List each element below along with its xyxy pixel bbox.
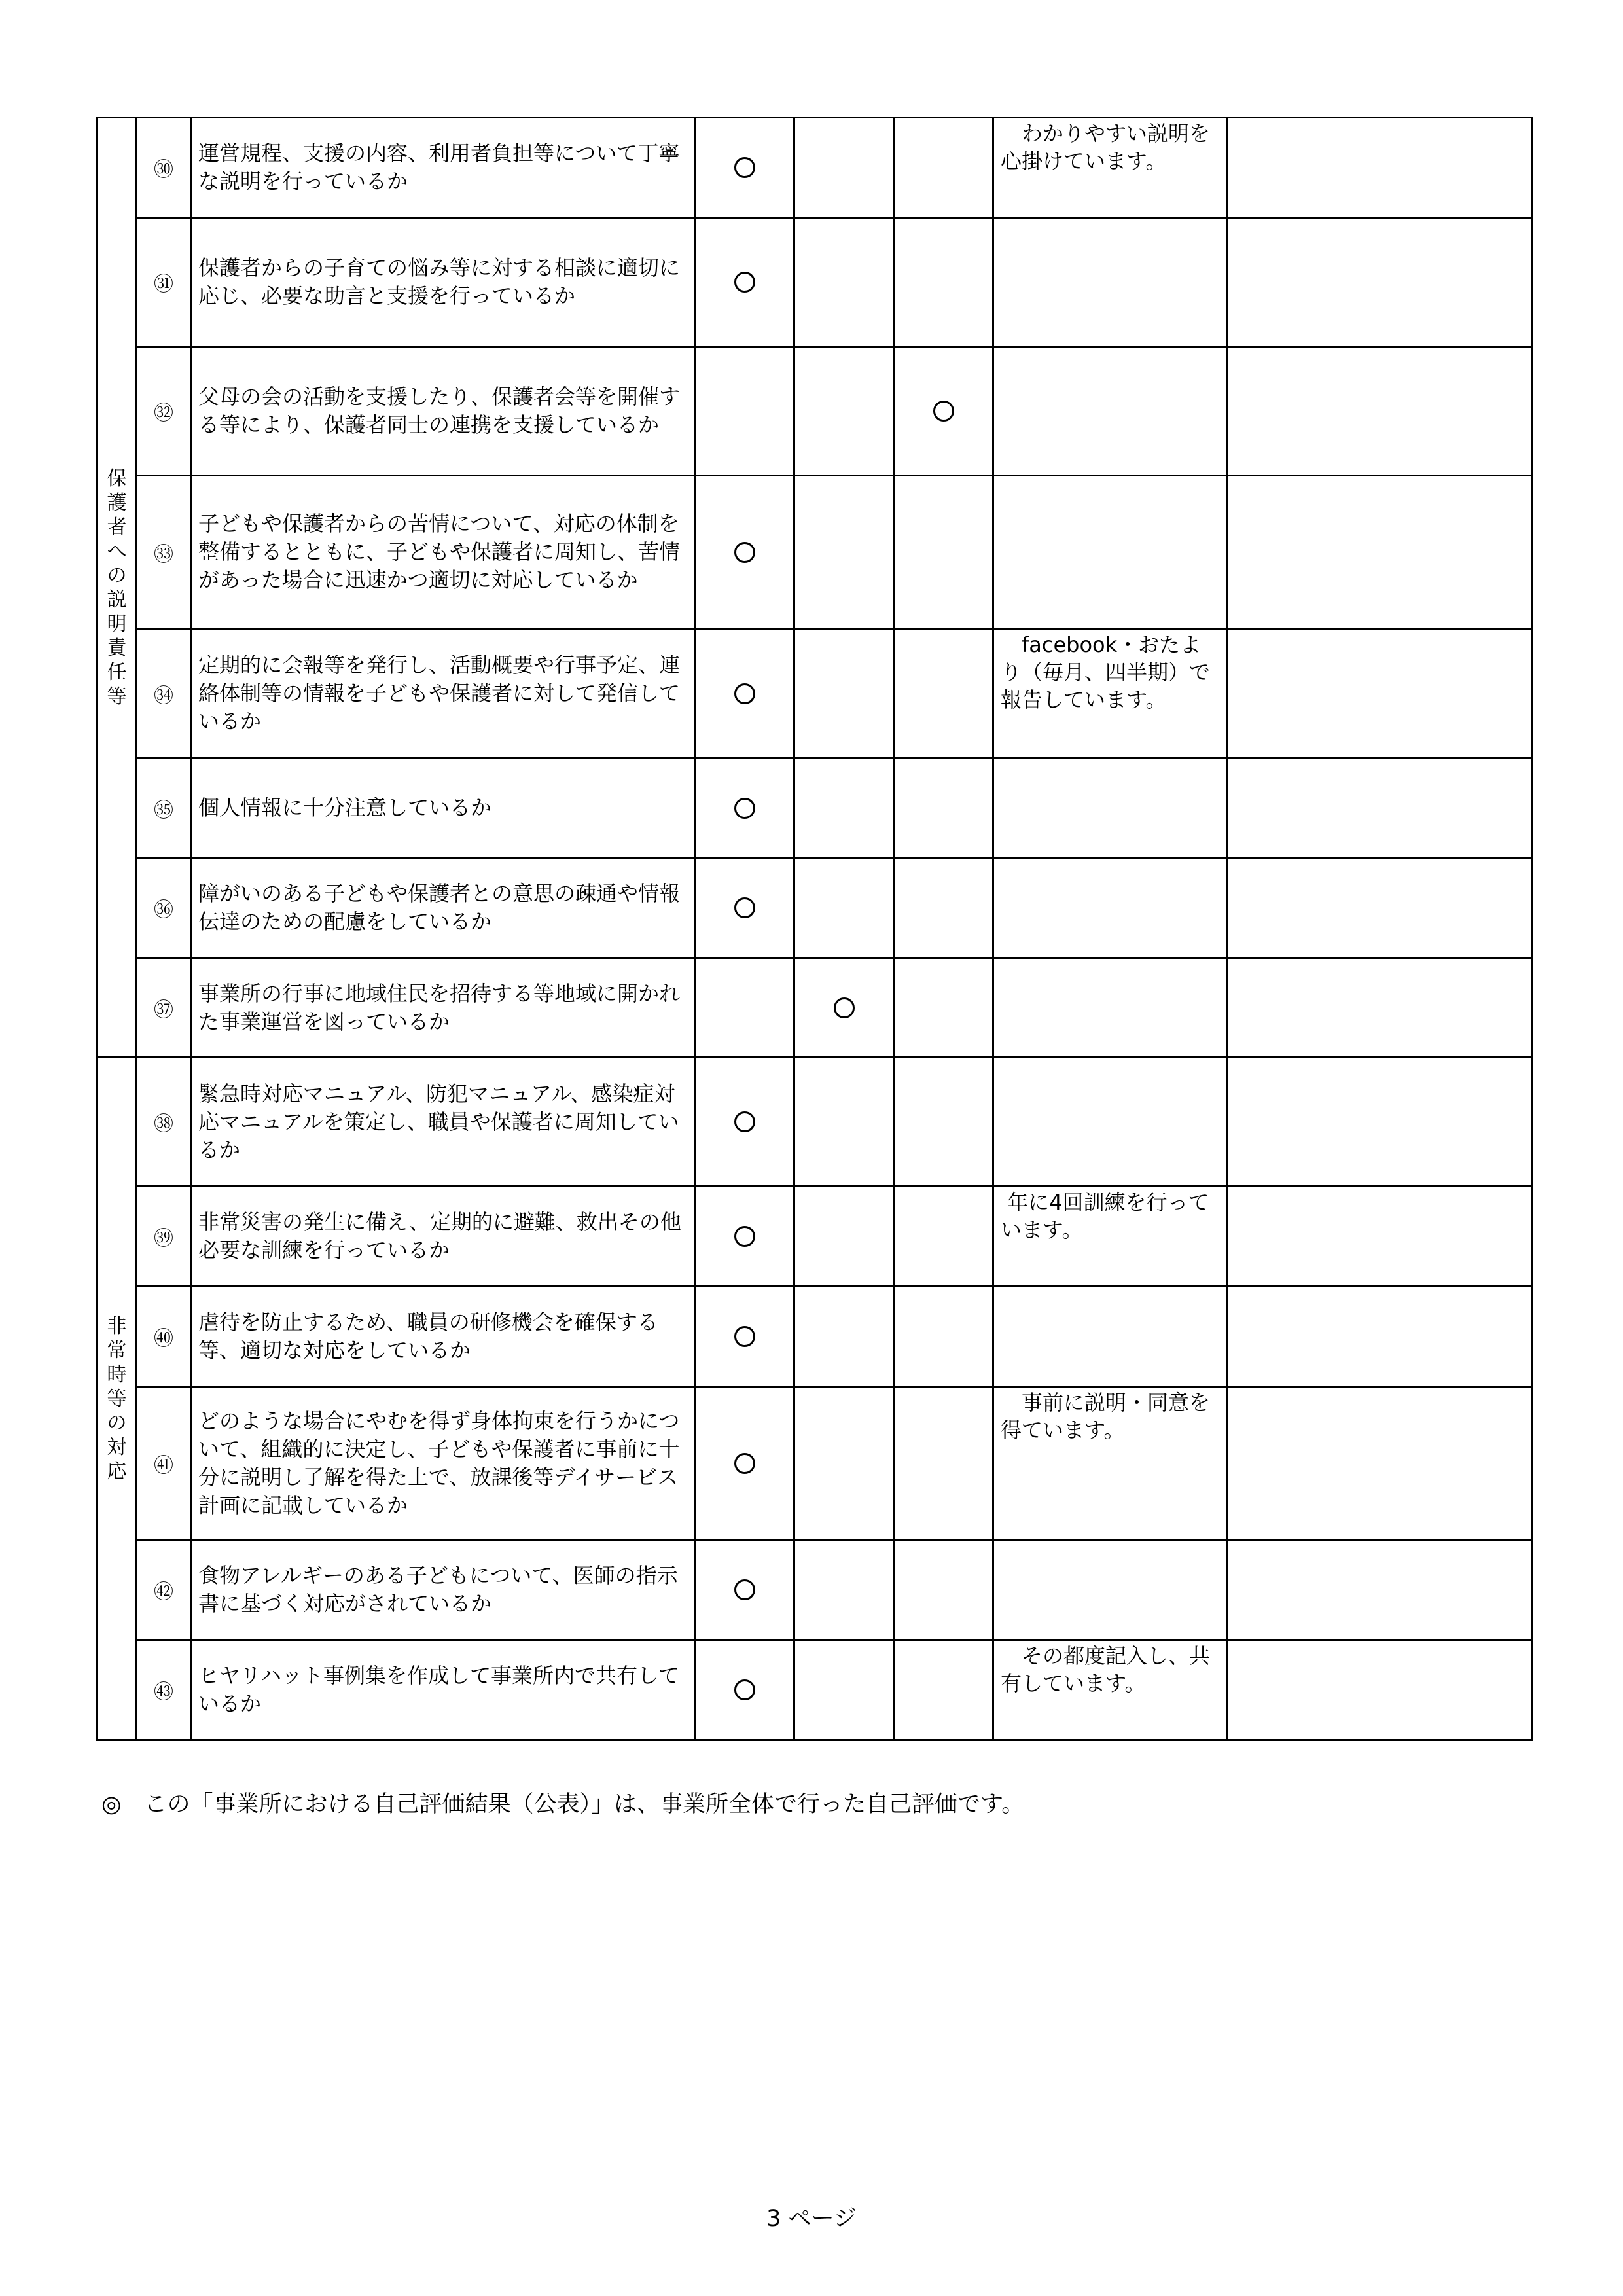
remarks-cell <box>1228 858 1533 958</box>
answer-partial-cell <box>794 629 894 759</box>
remarks-cell <box>1228 1187 1533 1287</box>
answer-yes-cell <box>695 1187 794 1287</box>
item-number: ㊵ <box>137 1287 191 1387</box>
item-number: ㊳ <box>137 1058 191 1187</box>
table-row <box>98 1387 1533 1540</box>
answer-yes-cell <box>695 629 794 759</box>
answer-partial-cell <box>794 1387 894 1540</box>
table-row <box>98 759 1533 858</box>
improvement-note <box>993 476 1228 629</box>
item-number: ㊶ <box>137 1387 191 1540</box>
answer-no-cell <box>894 347 993 476</box>
answer-yes-cell <box>695 118 794 218</box>
circle-mark <box>734 1111 755 1132</box>
question-text: 緊急時対応マニュアル、防犯マニュアル、感染症対応マニュアルを策定し、職員や保護者に周知しているか <box>191 1058 695 1187</box>
answer-no-cell <box>894 1187 993 1287</box>
improvement-note <box>993 958 1228 1058</box>
item-number: ㊴ <box>137 1187 191 1287</box>
answer-partial-cell <box>794 218 894 347</box>
question-text: 個人情報に十分注意しているか <box>191 759 695 858</box>
question-text: 食物アレルギーのある子どもについて、医師の指示書に基づく対応がされているか <box>191 1540 695 1640</box>
item-number: ㉞ <box>137 629 191 759</box>
remarks-cell <box>1228 347 1533 476</box>
answer-partial-cell <box>794 1187 894 1287</box>
table-row <box>98 1287 1533 1387</box>
footnote: ◎ この「事業所における自己評価結果（公表）」は、事業所全体で行った自己評価です。 <box>101 1791 1025 1818</box>
answer-no-cell <box>894 118 993 218</box>
category-explanation-cell <box>98 118 137 1058</box>
item-number: ㉝ <box>137 476 191 629</box>
table-row <box>98 476 1533 629</box>
answer-no-cell <box>894 759 993 858</box>
answer-no-cell <box>894 858 993 958</box>
answer-yes-cell <box>695 347 794 476</box>
table-row <box>98 958 1533 1058</box>
circle-mark <box>734 798 755 819</box>
question-text: 保護者からの子育ての悩み等に対する相談に適切に応じ、必要な助言と支援を行っているか <box>191 218 695 347</box>
circle-mark <box>734 1679 755 1700</box>
question-text: 虐待を防止するため、職員の研修機会を確保する等、適切な対応をしているか <box>191 1287 695 1387</box>
remarks-cell <box>1228 1387 1533 1540</box>
answer-partial-cell <box>794 858 894 958</box>
circle-mark <box>734 683 755 704</box>
answer-no-cell <box>894 958 993 1058</box>
answer-no-cell <box>894 629 993 759</box>
answer-no-cell <box>894 1387 993 1540</box>
answer-yes-cell <box>695 858 794 958</box>
table-row <box>98 347 1533 476</box>
answer-partial-cell <box>794 1540 894 1640</box>
category-label: 非常時等の対応 <box>107 1314 127 1483</box>
circle-mark <box>734 1453 755 1474</box>
remarks-cell <box>1228 476 1533 629</box>
question-text: 定期的に会報等を発行し、活動概要や行事予定、連絡体制等の情報を子どもや保護者に対して発信しているか <box>191 629 695 759</box>
circle-mark <box>734 1326 755 1347</box>
answer-partial-cell <box>794 1058 894 1187</box>
category-label: 保護者への説明責任等 <box>107 467 127 708</box>
table-row <box>98 1058 1533 1187</box>
answer-yes-cell <box>695 1058 794 1187</box>
question-text: 事業所の行事に地域住民を招待する等地域に開かれた事業運営を図っているか <box>191 958 695 1058</box>
question-text: 障がいのある子どもや保護者との意思の疎通や情報伝達のための配慮をしているか <box>191 858 695 958</box>
question-text: どのような場合にやむを得ず身体拘束を行うかについて、組織的に決定し、子どもや保護者に事前に十分に説明し了解を得た上で、放課後等デイサービス計画に記載しているか <box>191 1387 695 1540</box>
question-text: 運営規程、支援の内容、利用者負担等について丁寧な説明を行っているか <box>191 118 695 218</box>
answer-yes-cell <box>695 1640 794 1740</box>
answer-yes-cell <box>695 759 794 858</box>
table-row <box>98 118 1533 218</box>
circle-mark <box>734 272 755 293</box>
item-number: ㉛ <box>137 218 191 347</box>
table-row <box>98 218 1533 347</box>
remarks-cell <box>1228 759 1533 858</box>
evaluation-table <box>96 117 1533 1741</box>
table-row <box>98 1640 1533 1740</box>
improvement-note <box>993 347 1228 476</box>
improvement-note: 事前に説明・同意を得ています。 <box>993 1387 1228 1540</box>
answer-partial-cell <box>794 1287 894 1387</box>
question-text: ヒヤリハット事例集を作成して事業所内で共有しているか <box>191 1640 695 1740</box>
remarks-cell <box>1228 1540 1533 1640</box>
item-number: ㉜ <box>137 347 191 476</box>
answer-no-cell <box>894 218 993 347</box>
improvement-note: facebook・おたより（毎月、四半期）で報告しています。 <box>993 629 1228 759</box>
table-row <box>98 629 1533 759</box>
improvement-note: その都度記入し、共有しています。 <box>993 1640 1228 1740</box>
improvement-note: わかりやすい説明を心掛けています。 <box>993 118 1228 218</box>
circle-mark <box>734 1579 755 1600</box>
answer-partial-cell <box>794 759 894 858</box>
improvement-note <box>993 1540 1228 1640</box>
remarks-cell <box>1228 118 1533 218</box>
improvement-note <box>993 759 1228 858</box>
item-number: ㊱ <box>137 858 191 958</box>
answer-no-cell <box>894 1287 993 1387</box>
item-number: ㊲ <box>137 958 191 1058</box>
answer-yes-cell <box>695 958 794 1058</box>
improvement-note <box>993 1058 1228 1187</box>
answer-partial-cell <box>794 118 894 218</box>
remarks-cell <box>1228 1287 1533 1387</box>
page-number: 3 ページ <box>766 2206 857 2232</box>
circle-mark <box>933 401 954 422</box>
table-row <box>98 1540 1533 1640</box>
category-emergency-cell <box>98 1058 137 1740</box>
item-number: ㉚ <box>137 118 191 218</box>
answer-no-cell <box>894 1640 993 1740</box>
circle-mark <box>734 1226 755 1247</box>
remarks-cell <box>1228 218 1533 347</box>
answer-no-cell <box>894 1540 993 1640</box>
item-number: ㊸ <box>137 1640 191 1740</box>
answer-yes-cell <box>695 476 794 629</box>
circle-mark <box>734 542 755 563</box>
question-text: 非常災害の発生に備え、定期的に避難、救出その他必要な訓練を行っているか <box>191 1187 695 1287</box>
item-number: ㊷ <box>137 1540 191 1640</box>
answer-no-cell <box>894 1058 993 1187</box>
item-number: ㉟ <box>137 759 191 858</box>
remarks-cell <box>1228 629 1533 759</box>
improvement-note <box>993 1287 1228 1387</box>
answer-yes-cell <box>695 1287 794 1387</box>
table-row <box>98 858 1533 958</box>
circle-mark <box>734 157 755 178</box>
answer-partial-cell <box>794 1640 894 1740</box>
answer-partial-cell <box>794 958 894 1058</box>
improvement-note <box>993 218 1228 347</box>
remarks-cell <box>1228 1058 1533 1187</box>
answer-yes-cell <box>695 218 794 347</box>
improvement-note <box>993 858 1228 958</box>
answer-partial-cell <box>794 347 894 476</box>
question-text: 父母の会の活動を支援したり、保護者会等を開催する等により、保護者同士の連携を支援しているか <box>191 347 695 476</box>
table-row <box>98 1187 1533 1287</box>
answer-partial-cell <box>794 476 894 629</box>
answer-yes-cell <box>695 1540 794 1640</box>
answer-yes-cell <box>695 1387 794 1540</box>
improvement-note: 年に4回訓練を行っています。 <box>993 1187 1228 1287</box>
remarks-cell <box>1228 958 1533 1058</box>
circle-mark <box>834 997 855 1018</box>
question-text: 子どもや保護者からの苦情について、対応の体制を整備するとともに、子どもや保護者に周知し、苦情があった場合に迅速かつ適切に対応しているか <box>191 476 695 629</box>
circle-mark <box>734 897 755 918</box>
remarks-cell <box>1228 1640 1533 1740</box>
answer-no-cell <box>894 476 993 629</box>
